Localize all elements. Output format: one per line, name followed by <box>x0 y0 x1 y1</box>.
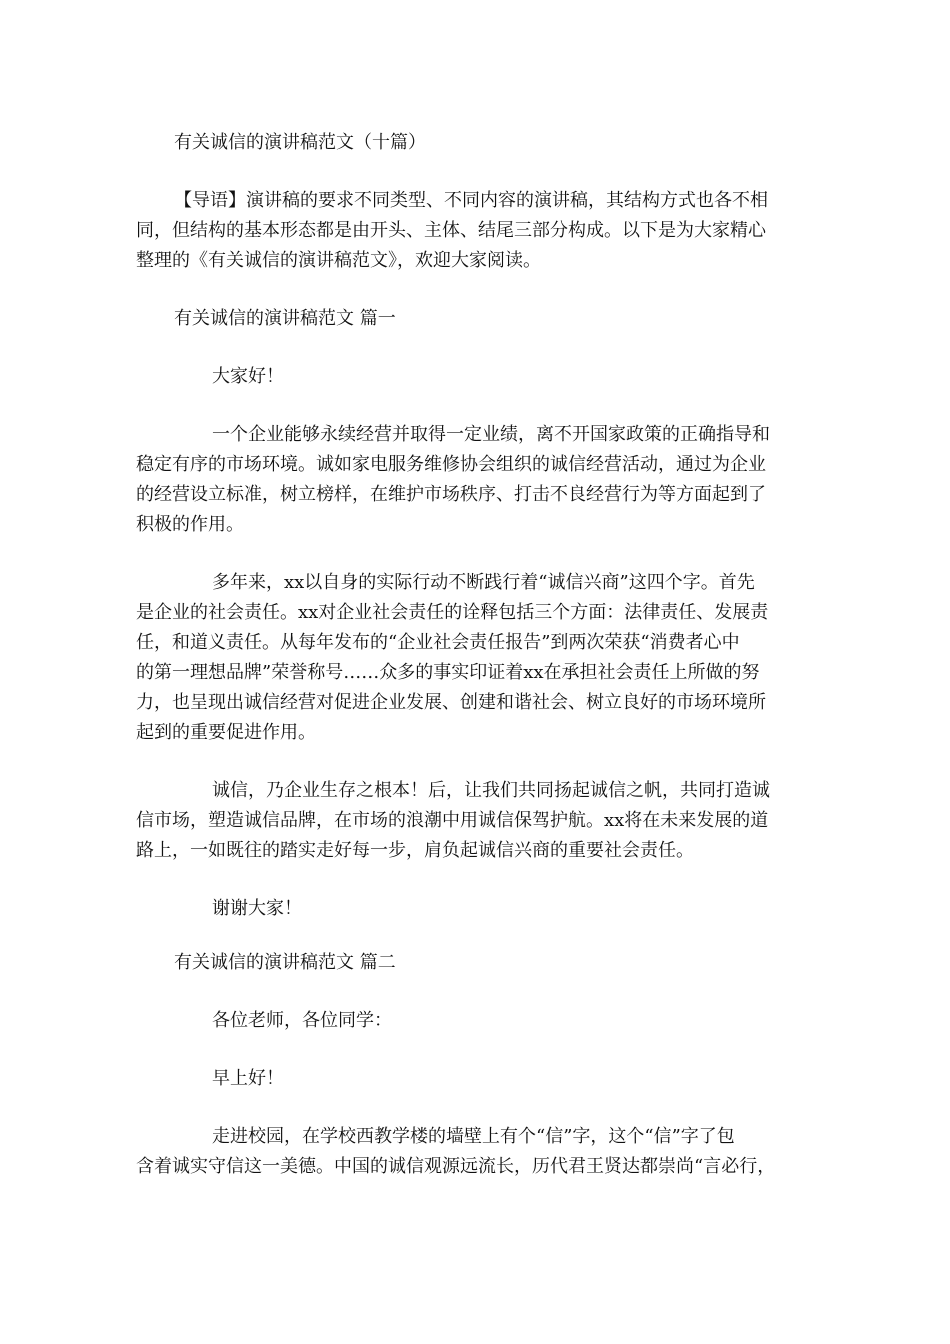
closing-text: 谢谢大家！ <box>212 898 302 919</box>
paragraph-line: 任，和道义责任。从每年发布的“企业社会责任报告”到两次荣获“消费者心中 <box>136 632 740 653</box>
paragraph-line: 是企业的社会责任。xx对企业社会责任的诠释包括三个方面：法律责任、发展责 <box>136 602 769 623</box>
paragraph-line: 含着诚实守信这一美德。中国的诚信观源远流长，历代君王贤达都崇尚“言必行， <box>136 1156 776 1177</box>
paragraph-line: 一个企业能够永续经营并取得一定业绩，离不开国家政策的正确指导和 <box>212 424 770 445</box>
section1-paragraph-3 <box>136 776 816 866</box>
intro-line: 【导语】演讲稿的要求不同类型、不同内容的演讲稿，其结构方式也各不相 <box>174 190 768 211</box>
section2-paragraph-1 <box>136 1122 816 1182</box>
paragraph-line: 稳定有序的市场环境。诚如家电服务维修协会组织的诚信经营活动，通过为企业 <box>136 454 766 475</box>
paragraph-line: 走进校园，在学校西教学楼的墙壁上有个“信”字，这个“信”字了包 <box>212 1126 735 1147</box>
document-title: 有关诚信的演讲稿范文（十篇） <box>174 132 426 153</box>
greeting-text-2: 各位老师，各位同学： <box>212 1010 392 1031</box>
greeting-text: 大家好！ <box>212 366 284 387</box>
greeting-text-3: 早上好！ <box>212 1068 284 1089</box>
paragraph-line: 起到的重要促进作用。 <box>136 722 316 743</box>
section1-paragraph-2 <box>136 568 816 748</box>
document-body <box>136 128 816 1210</box>
paragraph-line: 多年来，xx以自身的实际行动不断践行着“诚信兴商”这四个字。首先 <box>212 572 755 593</box>
intro-line: 整理的《有关诚信的演讲稿范文》，欢迎大家阅读。 <box>136 250 541 271</box>
section-heading-1: 有关诚信的演讲稿范文 篇一 <box>174 308 396 329</box>
paragraph-line: 积极的作用。 <box>136 514 244 535</box>
intro-line: 同，但结构的基本形态都是由开头、主体、结尾三部分构成。以下是为大家精心 <box>136 220 766 241</box>
paragraph-line: 的经营设立标准，树立榜样，在维护市场秩序、打击不良经营行为等方面起到了 <box>136 484 766 505</box>
paragraph-line: 力，也呈现出诚信经营对促进企业发展、创建和谐社会、树立良好的市场环境所 <box>136 692 766 713</box>
section-heading-2: 有关诚信的演讲稿范文 篇二 <box>174 952 396 973</box>
intro-paragraph <box>136 186 816 276</box>
paragraph-line: 的第一理想品牌”荣誉称号……众多的事实印证着xx在承担社会责任上所做的努 <box>136 662 760 683</box>
paragraph-line: 信市场，塑造诚信品牌，在市场的浪潮中用诚信保驾护航。xx将在未来发展的道 <box>136 810 769 831</box>
paragraph-line: 路上，一如既往的踏实走好每一步，肩负起诚信兴商的重要社会责任。 <box>136 840 694 861</box>
paragraph-line: 诚信，乃企业生存之根本！后，让我们共同扬起诚信之帆，共同打造诚 <box>212 780 770 801</box>
section1-paragraph-1 <box>136 420 816 540</box>
